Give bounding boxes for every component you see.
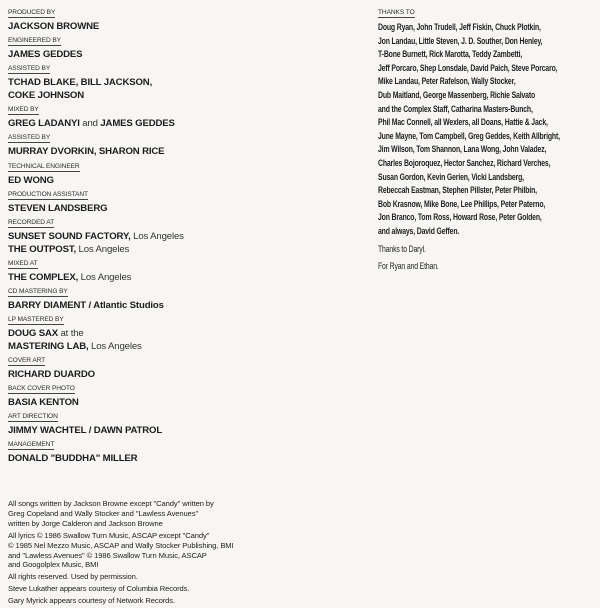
credit-detail: Los Angeles bbox=[76, 243, 130, 255]
thanks-line: and always, David Geffen. bbox=[378, 225, 460, 236]
credit-detail: and bbox=[79, 118, 101, 130]
credit-name-line bbox=[8, 203, 298, 216]
credit-name-line bbox=[8, 146, 298, 159]
credit-name-line bbox=[8, 244, 298, 257]
credit-name: BASIA KENTON bbox=[8, 397, 79, 409]
thanks-line: Susan Gordon, Kevin Gerien, Vicki Landsberg, bbox=[378, 171, 524, 182]
footer-line: © 1985 Nel Mezzo Music, ASCAP and Wally Stocker Publishing, BMI bbox=[8, 540, 234, 550]
credit-name: JAMES GEDDES bbox=[8, 49, 83, 61]
credit-name-line bbox=[8, 328, 298, 341]
credit-name-line bbox=[8, 77, 298, 90]
credit-name-line bbox=[8, 453, 298, 466]
credit-name-line bbox=[8, 49, 298, 62]
credit-role-label: ASSISTED BY bbox=[8, 134, 51, 142]
credit-name: MURRAY DVORKIN, SHARON RICE bbox=[8, 146, 165, 158]
credit-role-label: MANAGEMENT bbox=[8, 441, 55, 449]
credit-section bbox=[8, 162, 298, 188]
credit-role-label: MIXED AT bbox=[8, 259, 38, 267]
credit-name-line bbox=[8, 300, 298, 313]
footer-paragraph bbox=[8, 572, 308, 582]
credit-name-line bbox=[8, 231, 298, 244]
credit-role-label: ART DIRECTION bbox=[8, 413, 58, 421]
credit-name-line bbox=[8, 369, 298, 382]
thanks-line: June Mayne, Tom Campbell, Greg Geddes, Keith Allbright, bbox=[378, 130, 560, 141]
credit-role-label: TECHNICAL ENGINEER bbox=[8, 162, 80, 170]
credit-section bbox=[8, 36, 298, 62]
credit-section bbox=[8, 105, 298, 131]
credit-name-line bbox=[8, 397, 298, 410]
credit-name: COKE JOHNSON bbox=[8, 89, 85, 101]
credit-section bbox=[8, 440, 298, 466]
credit-name-line bbox=[8, 341, 298, 354]
credit-name: TCHAD BLAKE, BILL JACKSON, bbox=[8, 77, 153, 89]
credit-section bbox=[8, 259, 298, 285]
credit-role-label: MIXED BY bbox=[8, 106, 39, 114]
footer-line: Gary Myrick appears courtesy of Network Records. bbox=[8, 596, 175, 606]
thanks-line: Phil Mac Connell, all Wexlers, all Doans, Hattie & Jack, bbox=[378, 117, 548, 128]
thanks-daryl: Thanks to Daryl. bbox=[378, 243, 426, 254]
credit-section bbox=[8, 384, 298, 410]
copyright-notes bbox=[8, 499, 308, 608]
credit-section bbox=[8, 133, 298, 159]
thanks-line: Jim Wilson, Tom Shannon, Lana Wong, John Valadez, bbox=[378, 144, 547, 155]
footer-line: Steve Lukather appears courtesy of Columbia Records. bbox=[8, 584, 190, 594]
thanks-body bbox=[378, 21, 600, 273]
credit-name: SUNSET SOUND FACTORY, bbox=[8, 230, 131, 242]
credit-name-line bbox=[8, 118, 298, 131]
credit-section bbox=[8, 8, 298, 34]
credit-role-label: BACK COVER PHOTO bbox=[8, 385, 75, 393]
footer-paragraph bbox=[8, 499, 308, 529]
credit-role-label: ASSISTED BY bbox=[8, 65, 51, 73]
thanks-line: Doug Ryan, John Trudell, Jeff Fiskin, Chuck Plotkin, bbox=[378, 22, 541, 32]
credit-name: THE OUTPOST, bbox=[8, 243, 77, 255]
credit-name-line bbox=[8, 90, 298, 103]
credit-role-label: CD MASTERING BY bbox=[8, 287, 68, 295]
credit-name-line bbox=[8, 425, 298, 438]
credit-name: JIMMY WACHTEL / DAWN PATROL bbox=[8, 425, 163, 437]
footer-line: All songs written by Jackson Browne except "Candy" written by bbox=[8, 499, 214, 508]
credit-detail: Los Angeles bbox=[88, 340, 142, 352]
credit-role-label: ENGINEERED BY bbox=[8, 37, 61, 45]
thanks-line: T-Bone Burnett, Rick Marotta, Teddy Zambetti, bbox=[378, 49, 523, 60]
credit-detail: Los Angeles bbox=[78, 271, 132, 283]
thanks-line: Charles Bojoroquez, Hector Sanchez, Richard Verches, bbox=[378, 157, 551, 168]
footer-line: All rights reserved. Used by permission. bbox=[8, 572, 138, 582]
credit-name: ED WONG bbox=[8, 174, 54, 186]
credit-name: DONALD "BUDDHA" MILLER bbox=[8, 453, 138, 465]
credit-name: STEVEN LANDSBERG bbox=[8, 202, 108, 214]
thanks-line: Jon Landau, Little Steven, J. D. Souther, Don Henley, bbox=[378, 35, 543, 46]
footer-line: and "Lawless Avenues" © 1986 Swallow Turn Music, ASCAP bbox=[8, 550, 207, 560]
credit-role-label: RECORDED AT bbox=[8, 218, 55, 226]
credit-name-line bbox=[8, 21, 298, 34]
credit-role-label: PRODUCTION ASSISTANT bbox=[8, 190, 88, 198]
thanks-line: and the Complex Staff, Catharina Masters-Bunch, bbox=[378, 103, 533, 114]
credit-section bbox=[8, 64, 298, 102]
credit-section bbox=[8, 412, 298, 438]
credit-section bbox=[8, 190, 298, 216]
credit-role-label: PRODUCED BY bbox=[8, 9, 56, 16]
thanks-line: Jon Branco, Tom Ross, Howard Rose, Peter Golden, bbox=[378, 212, 542, 223]
credit-section bbox=[8, 287, 298, 313]
credit-detail: Los Angeles bbox=[130, 230, 184, 242]
credit-section bbox=[8, 356, 298, 382]
credit-name: DOUG SAX bbox=[8, 328, 58, 340]
credit-name: GREG LADANYI bbox=[8, 118, 80, 130]
thanks-label: THANKS TO bbox=[378, 9, 415, 16]
thanks-column bbox=[378, 8, 600, 273]
credit-role-label: LP MASTERED BY bbox=[8, 316, 64, 324]
credit-detail: at the bbox=[57, 328, 84, 340]
footer-paragraph bbox=[8, 531, 308, 571]
footer-line: Greg Copeland and Wally Stocker and "Lawless Avenues" bbox=[8, 508, 199, 518]
thanks-line: Dub Maitland, George Massenberg, Richie Salvato bbox=[378, 89, 536, 100]
footer-paragraph bbox=[8, 584, 308, 594]
thanks-line: Mike Landau, Peter Rafelson, Wally Stocker, bbox=[378, 76, 516, 87]
credit-name: THE COMPLEX, bbox=[8, 271, 79, 283]
thanks-line: Jeff Porcaro, Shep Lonsdale, David Paich, Steve Porcaro, bbox=[378, 62, 558, 73]
credit-name-line bbox=[8, 175, 298, 188]
footer-line: and Googolplex Music, BMI bbox=[8, 560, 99, 570]
credit-name: BARRY DIAMENT / Atlantic Studios bbox=[8, 299, 164, 311]
credit-role-label: COVER ART bbox=[8, 356, 46, 364]
credits-column bbox=[8, 8, 298, 469]
credit-name: MASTERING LAB, bbox=[8, 340, 89, 352]
footer-line: All lyrics © 1986 Swallow Turn Music, ASCAP except "Candy" bbox=[8, 530, 210, 540]
credit-name: RICHARD DUARDO bbox=[8, 368, 95, 380]
credit-name-line bbox=[8, 272, 298, 285]
credit-section bbox=[8, 315, 298, 353]
dedication: For Ryan and Ethan. bbox=[378, 260, 439, 271]
footer-line: written by Jorge Calderon and Jackson Browne bbox=[8, 518, 163, 528]
credit-name: JACKSON BROWNE bbox=[8, 21, 100, 32]
credit-section bbox=[8, 218, 298, 256]
thanks-line: Rebeccah Eastman, Stephen Pillster, Peter Philbin, bbox=[378, 185, 537, 196]
thanks-list bbox=[378, 21, 600, 239]
thanks-line: Bob Krasnow, Mike Bone, Lee Phillips, Peter Paterno, bbox=[378, 198, 546, 209]
credit-name: JAMES GEDDES bbox=[100, 118, 175, 130]
